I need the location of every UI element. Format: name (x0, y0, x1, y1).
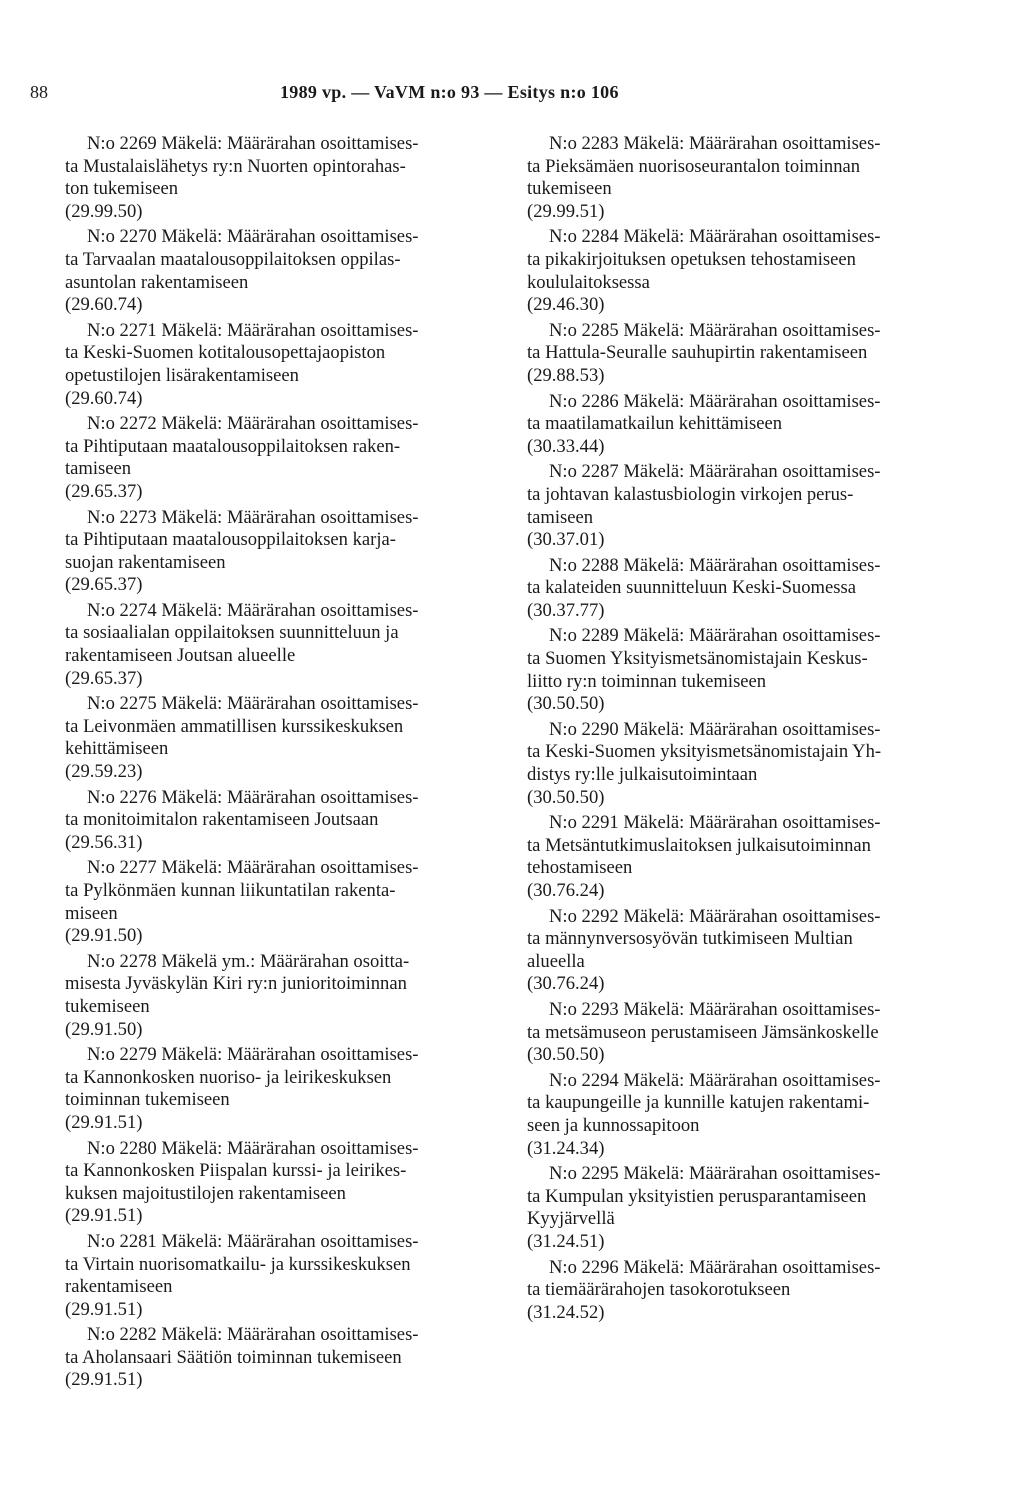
budget-code: (29.60.74) (65, 387, 143, 409)
entry-line: ta Metsäntutkimuslaitoksen julkaisutoiminnan (527, 834, 871, 856)
entry-line: rakentamiseen (65, 1276, 173, 1298)
entry-line: N:o 2294 Mäkelä: Määrärahan osoittamises- (549, 1069, 881, 1091)
budget-code: (31.24.51) (527, 1230, 605, 1252)
budget-code: (29.65.37) (65, 480, 143, 502)
entry-line: ta monitoimitalon rakentamiseen Joutsaan (65, 809, 379, 831)
entry-line: N:o 2284 Mäkelä: Määrärahan osoittamises- (549, 226, 881, 248)
motion-entry (65, 787, 505, 855)
budget-code: (29.91.50) (65, 925, 143, 947)
budget-code: (30.50.50) (527, 693, 605, 715)
running-head: 1989 vp. — VaVM n:o 93 — Esitys n:o 106 (280, 82, 619, 102)
budget-code: (30.33.44) (527, 435, 605, 457)
entry-line: liitto ry:n toiminnan tukemiseen (527, 670, 767, 692)
entry-line: ta Pylkönmäen kunnan liikuntatilan rakenta- (65, 880, 396, 901)
entry-line: N:o 2296 Mäkelä: Määrärahan osoittamises- (549, 1256, 881, 1278)
budget-code: (29.91.50) (65, 1018, 143, 1040)
entry-line: N:o 2287 Mäkelä: Määrärahan osoittamises- (549, 461, 881, 483)
entry-line: tehostamiseen (527, 857, 633, 879)
entry-line: ta Aholansaari Säätiön toiminnan tukemiseen (65, 1346, 402, 1368)
budget-code: (31.24.34) (527, 1137, 605, 1159)
entry-line: ta sosiaalialan oppilaitoksen suunnitteluun ja (65, 622, 399, 644)
budget-code: (29.99.50) (65, 200, 143, 222)
entry-line: opetustilojen lisärakentamiseen (65, 364, 299, 386)
motion-entry (527, 999, 967, 1067)
page-header (30, 82, 970, 112)
entry-line: N:o 2270 Mäkelä: Määrärahan osoittamises- (87, 226, 419, 248)
motion-entry (65, 693, 505, 783)
budget-code: (29.91.51) (65, 1111, 143, 1133)
budget-code: (29.91.51) (65, 1205, 143, 1227)
entry-line: ta metsämuseon perustamiseen Jämsänkoskelle (527, 1021, 879, 1043)
entry-line: ton tukemiseen (65, 178, 179, 200)
budget-code: (29.65.37) (65, 574, 143, 596)
page-number: 88 (30, 82, 48, 102)
entry-line: rakentamiseen Joutsan alueelle (65, 645, 296, 667)
entry-line: ta johtavan kalastusbiologin virkojen perus- (527, 483, 854, 505)
entry-line: ta Kannonkosken nuoriso- ja leirikeskuksen (65, 1066, 392, 1088)
entry-line: N:o 2272 Mäkelä: Määrärahan osoittamises- (87, 413, 419, 435)
motion-entry (65, 1138, 505, 1228)
entry-line: N:o 2273 Mäkelä: Määrärahan osoittamises- (87, 506, 419, 528)
entry-line: miseen (65, 902, 118, 924)
entry-line: ta pikakirjoituksen opetuksen tehostamiseen (527, 248, 856, 270)
entry-line: ta Tarvaalan maatalousoppilaitoksen oppilas- (65, 248, 401, 270)
entry-line: N:o 2295 Mäkelä: Määrärahan osoittamises- (549, 1163, 881, 1185)
right-column (527, 133, 967, 1327)
budget-code: (30.76.24) (527, 973, 605, 995)
motion-entry (527, 719, 967, 809)
entry-line: Kyyjärvellä (527, 1208, 615, 1230)
motion-entry (65, 507, 505, 597)
entry-line: N:o 2276 Mäkelä: Määrärahan osoittamises- (87, 786, 419, 808)
entry-line: koululaitoksessa (527, 271, 650, 293)
motion-entry (527, 906, 967, 996)
motion-entry (65, 226, 505, 316)
entry-line: asuntolan rakentamiseen (65, 271, 249, 293)
budget-code: (29.99.51) (527, 200, 605, 222)
entry-line: N:o 2278 Mäkelä ym.: Määrärahan osoitta- (87, 950, 410, 972)
entry-line: N:o 2288 Mäkelä: Määrärahan osoittamises- (549, 554, 881, 576)
entry-line: N:o 2292 Mäkelä: Määrärahan osoittamises- (549, 905, 881, 927)
budget-code: (30.37.01) (527, 529, 605, 551)
budget-code: (30.50.50) (527, 1044, 605, 1066)
entry-line: kehittämiseen (65, 738, 169, 760)
budget-code: (29.59.23) (65, 761, 143, 783)
entry-line: ta Keski-Suomen kotitalousopettajaopiston (65, 342, 386, 364)
motion-entry (65, 320, 505, 410)
left-column (65, 133, 505, 1395)
motion-entry (527, 1163, 967, 1253)
motion-entry (65, 413, 505, 503)
motion-entry (65, 133, 505, 223)
motion-entry (527, 391, 967, 459)
entry-line: N:o 2274 Mäkelä: Määrärahan osoittamises- (87, 599, 419, 621)
entry-line: N:o 2280 Mäkelä: Määrärahan osoittamises- (87, 1137, 419, 1159)
entry-line: ta Suomen Yksityismetsänomistajain Keskus- (527, 648, 868, 670)
entry-line: ta männynversosyövän tutkimiseen Multian (527, 928, 853, 950)
entry-line: N:o 2282 Mäkelä: Määrärahan osoittamises- (87, 1324, 419, 1346)
motion-entry (65, 857, 505, 947)
motion-entry (65, 951, 505, 1041)
entry-line: N:o 2286 Mäkelä: Määrärahan osoittamises- (549, 390, 881, 412)
entry-line: N:o 2285 Mäkelä: Määrärahan osoittamises- (549, 319, 881, 341)
motion-entry (527, 812, 967, 902)
entry-line: ta Keski-Suomen yksityismetsänomistajain Yh- (527, 741, 882, 763)
motion-entry (527, 320, 967, 388)
entry-line: ta kalateiden suunnitteluun Keski-Suomessa (527, 577, 856, 599)
motion-entry (527, 133, 967, 223)
entry-line: ta kaupungeille ja kunnille katujen rakentami- (527, 1092, 870, 1114)
entry-line: N:o 2291 Mäkelä: Määrärahan osoittamises- (549, 812, 881, 834)
entry-line: N:o 2289 Mäkelä: Määrärahan osoittamises- (549, 625, 881, 647)
entry-line: N:o 2293 Mäkelä: Määrärahan osoittamises- (549, 998, 881, 1020)
entry-line: misesta Jyväskylän Kiri ry:n junioritoiminnan (65, 973, 407, 995)
entry-line: tukemiseen (65, 995, 150, 1017)
motion-entry (65, 600, 505, 690)
entry-line: tamiseen (65, 458, 132, 480)
motion-entry (527, 1257, 967, 1325)
budget-code: (29.88.53) (527, 364, 605, 386)
entry-line: N:o 2275 Mäkelä: Määrärahan osoittamises- (87, 693, 419, 715)
entry-line: N:o 2283 Mäkelä: Määrärahan osoittamises- (549, 133, 881, 154)
motion-entry (527, 226, 967, 316)
entry-line: N:o 2279 Mäkelä: Määrärahan osoittamises- (87, 1044, 419, 1066)
motion-entry (65, 1231, 505, 1321)
budget-code: (29.56.31) (65, 831, 143, 853)
entry-line: suojan rakentamiseen (65, 551, 226, 573)
budget-code: (29.60.74) (65, 294, 143, 316)
entry-line: tamiseen (527, 506, 594, 528)
entry-line: ta maatilamatkailun kehittämiseen (527, 413, 783, 435)
entry-line: ta Virtain nuorisomatkailu- ja kurssikeskuksen (65, 1253, 411, 1275)
entry-line: ta Hattula-Seuralle sauhupirtin rakentamiseen (527, 342, 868, 364)
budget-code: (29.91.51) (65, 1369, 143, 1391)
entry-line: N:o 2290 Mäkelä: Määrärahan osoittamises- (549, 718, 881, 740)
entry-line: N:o 2281 Mäkelä: Määrärahan osoittamises- (87, 1230, 419, 1252)
entry-line: ta tiemäärärahojen tasokorotukseen (527, 1279, 791, 1301)
motion-entry (65, 1044, 505, 1134)
budget-code: (30.76.24) (527, 880, 605, 901)
budget-code: (30.50.50) (527, 786, 605, 808)
entry-line: toiminnan tukemiseen (65, 1089, 230, 1111)
entry-line: ta Pihtiputaan maatalousoppilaitoksen raken- (65, 435, 401, 457)
entry-line: ta Pieksämäen nuorisoseurantalon toiminnan (527, 155, 861, 177)
entry-line: alueella (527, 950, 585, 972)
budget-code: (29.46.30) (527, 294, 605, 316)
motion-entry (65, 1324, 505, 1392)
entry-line: N:o 2271 Mäkelä: Määrärahan osoittamises- (87, 319, 419, 341)
budget-code: (30.37.77) (527, 599, 605, 621)
entry-line: kuksen majoitustilojen rakentamiseen (65, 1182, 346, 1204)
budget-code: (31.24.52) (527, 1301, 605, 1323)
entry-line: N:o 2269 Mäkelä: Määrärahan osoittamises- (87, 133, 419, 154)
entry-line: N:o 2277 Mäkelä: Määrärahan osoittamises- (87, 857, 419, 879)
entry-line: ta Kannonkosken Piispalan kurssi- ja leirikes- (65, 1160, 407, 1182)
entry-line: ta Pihtiputaan maatalousoppilaitoksen karja- (65, 529, 396, 551)
entry-line: ta Mustalaislähetys ry:n Nuorten opintorahas- (65, 155, 406, 177)
motion-entry (527, 1070, 967, 1160)
motion-entry (527, 625, 967, 715)
motion-entry (527, 555, 967, 623)
budget-code: (29.65.37) (65, 667, 143, 689)
entry-line: ta Kumpulan yksityistien perusparantamiseen (527, 1185, 867, 1207)
entry-line: distys ry:lle julkaisutoimintaan (527, 764, 758, 786)
budget-code: (29.91.51) (65, 1298, 143, 1320)
entry-line: seen ja kunnossapitoon (527, 1114, 700, 1136)
entry-line: tukemiseen (527, 178, 612, 200)
entry-line: ta Leivonmäen ammatillisen kurssikeskuksen (65, 715, 404, 737)
motion-entry (527, 461, 967, 551)
